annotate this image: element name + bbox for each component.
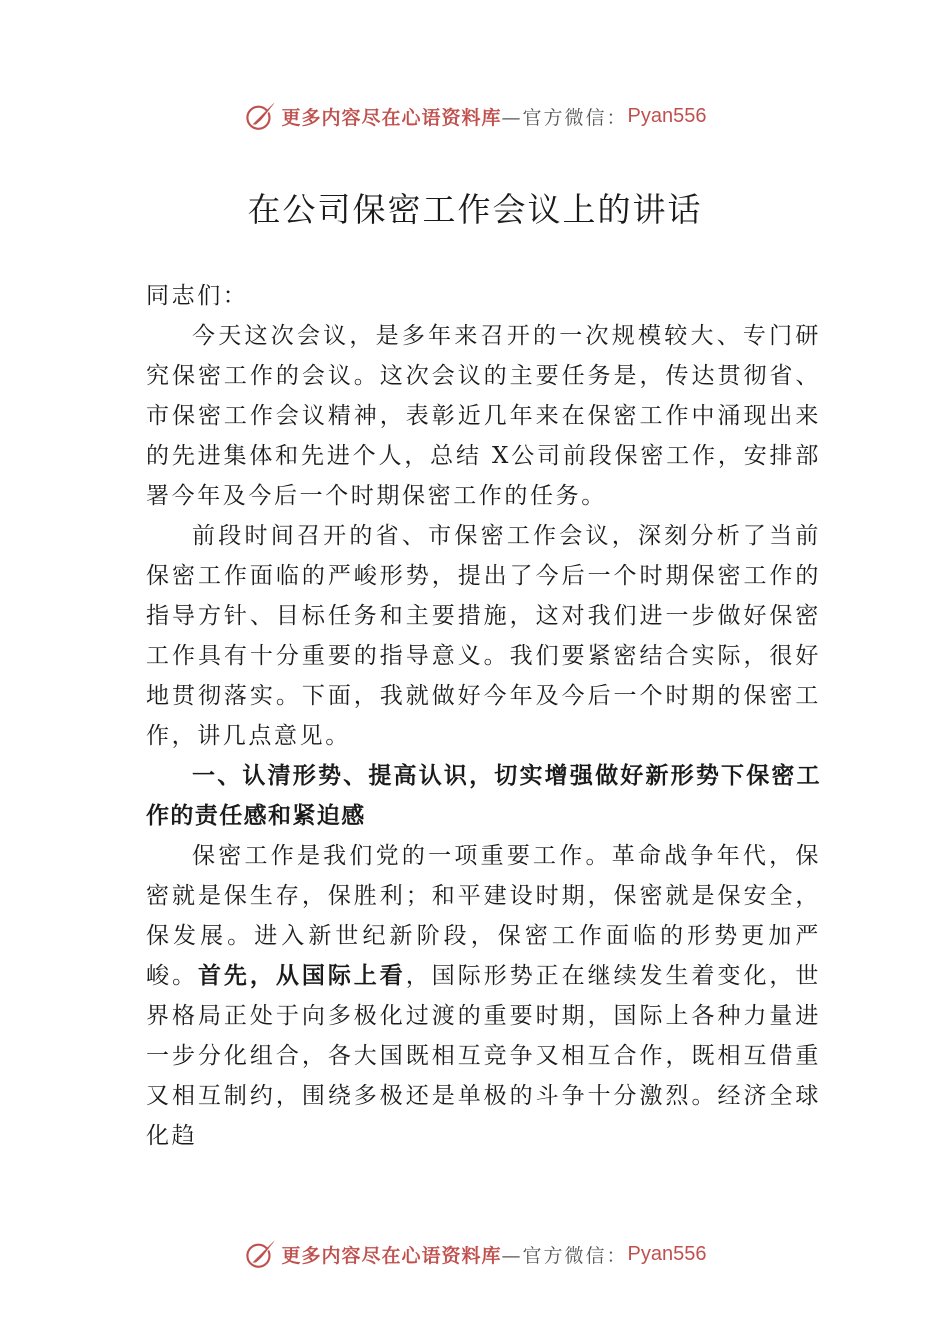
quill-logo-icon [244,1237,278,1271]
document-title: 在公司保密工作会议上的讲话 [247,190,703,229]
paragraph-1: 今天这次会议，是多年来召开的一次规模较大、专门研究保密工作的会议。这次会议的主要任务是，传达贯彻省、 市保密工作会议精神，表彰近几年来在保密工作中涌现出来的先进集体和先进个人，总结 X公司前段保密工作，安排部署今年及今后一个时期保密工作的任务。 [146,323,821,509]
quill-logo-icon [244,99,278,133]
footer-watermark-banner [0,1234,950,1274]
banner-sub-text: —官方微信： [501,1244,628,1267]
banner-main-text: 更多内容尽在心语资料库 [281,1244,502,1267]
paragraph-3-lead: 首先，从国际上看 [197,963,406,989]
paragraph-3 [146,836,821,1156]
document-body [146,276,821,1156]
section-heading-1: 一、认清形势、提高认识，切实增强做好新形势下保密工作的责任感和紧迫感 [146,763,821,829]
paragraph-2: 前段时间召开的省、市保密工作会议，深刻分析了当前保密工作面临的严峻形势，提出了今后一个时期保密工作的指导方针、目标任务和主要措施，这对我们进一步做好保密工作具有十分重要的指导意义。我们要紧密结合实际，很好地贯彻落实。下面，我就做好今年及今后一个时期的保密工作，讲几点意见。 [146,523,821,749]
banner-main-text: 更多内容尽在心语资料库 [281,106,502,129]
salutation: 同志们： [146,283,249,309]
banner-sub-text: —官方微信： [501,106,628,129]
banner-wechat-id: Pyan556 [627,1242,707,1265]
paragraph-3-start: 保密工作是我们党的一项重要工作。革命战争年代，保密就是保生存，保胜利；和平建设时期，保密就是保安全， 保发展。进入新世纪新阶段，保密工作面临的形势更加严峻。 [146,843,821,989]
banner-wechat-id: Pyan556 [627,104,707,127]
paragraph-3-rest: ，国际形势正在继续发生着变化，世界格局正处于向多极化过渡的重要时期，国际上各种力量进一步分化组合，各大国既相互竞争又相互合作，既相互借重又相互制约，围绕多极还是单极的斗争十分激烈。经济全球化趋 [146,963,821,1149]
header-watermark-banner [0,96,950,136]
